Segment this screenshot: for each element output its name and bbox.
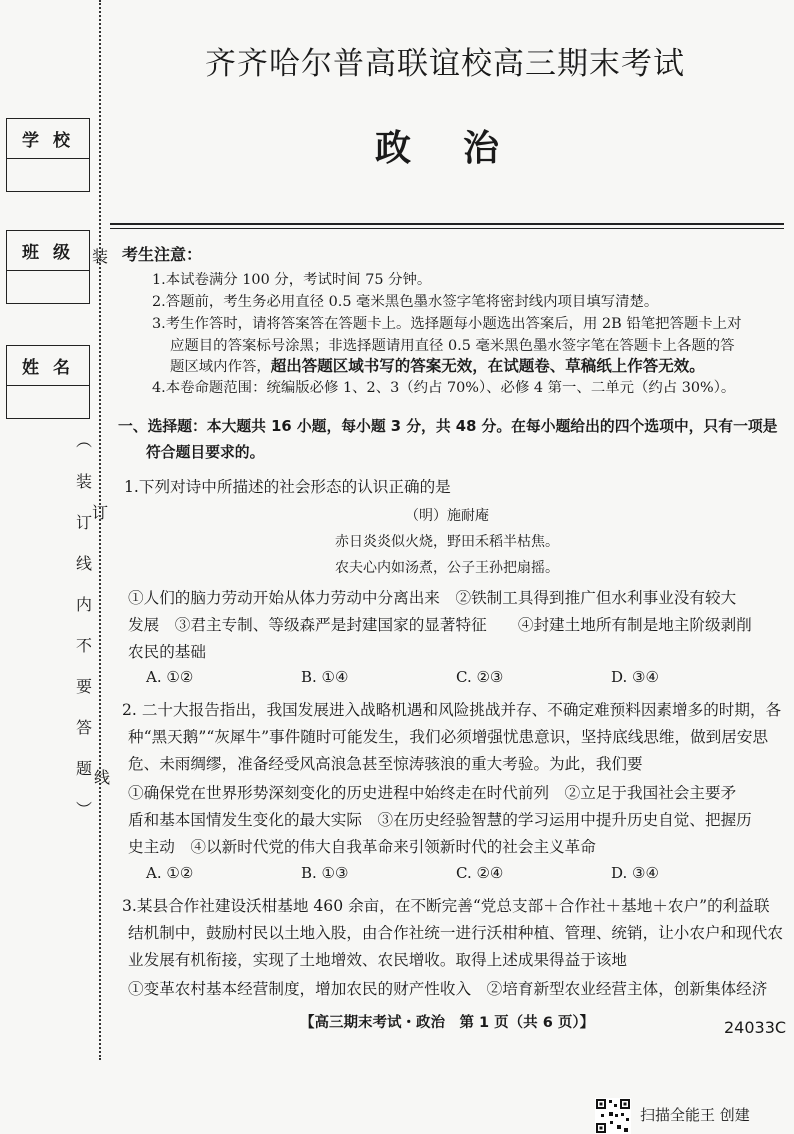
q2-choice-line: 盾和基本国情发生变化的最大实际 ③在历史经验智慧的学习运用中提升历史自觉、把握历 — [128, 811, 752, 829]
q2-stem: 危、未雨绸缪，准备经受风高浪急甚至惊涛骇浪的重大考验。为此，我们要 — [128, 755, 643, 773]
notice-item: 4.本卷命题范围：统编版必修 1、2、3（约占 70%）、必修 4 第一、二单元（约占 30%）。 — [152, 380, 736, 396]
option-d: D. ③④ — [611, 668, 659, 686]
q3-choice-line: ①变革农村基本经营制度，增加农民的财产性收入 ②培育新型农业经营主体，创新集体经济 — [128, 980, 768, 998]
q1-stem: 1.下列对诗中所描述的社会形态的认识正确的是 — [124, 478, 451, 496]
binding-mark-xian: 线 — [94, 768, 111, 787]
binding-mark-zhuang: 装 — [92, 247, 109, 266]
option-c: C. ②③ — [456, 668, 504, 686]
notice-item-text: 题区域内作答， — [170, 359, 271, 375]
page-footer: 【高三期末考试・政治 第 1 页（共 6 页）】 — [300, 1015, 595, 1031]
poem-line: 农夫心内如汤煮，公子王孙把扇摇。 — [335, 560, 559, 576]
class-field — [6, 230, 90, 304]
q2-choice-line: ①确保党在世界形势深刻变化的历史进程中始终走在时代前列 ②立足于我国社会主要矛 — [128, 784, 737, 802]
notice-item: 3.考生作答时，请将答案答在答题卡上。选择题每小题选出答案后，用 2B 铅笔把答题卡上对 — [152, 316, 742, 332]
no-answer-warning — [74, 420, 94, 830]
subject-title: 政治 — [375, 127, 552, 169]
warning-char: ︵ — [75, 431, 92, 450]
school-label: 学校 — [7, 119, 89, 159]
section-heading: 一、选择题：本大题共 16 小题，每小题 3 分，共 48 分。在每小题给出的四个选项中，只有一项是 — [118, 418, 778, 435]
q2-stem: 2. 二十大报告指出，我国发展进入战略机遇和风险挑战并存、不确定难预料因素增多的时期，各 — [122, 701, 782, 719]
notice-emphasis: 超出答题区域书写的答案无效，在试题卷、草稿纸上作答无效。 — [270, 357, 705, 375]
binding-mark-ding: 订 — [92, 503, 109, 522]
warning-char: 订 — [75, 513, 92, 532]
header-rule-thin — [110, 228, 784, 229]
q2-choice-line: 史主动 ④以新时代党的伟大自我革命来引领新时代的社会主义革命 — [128, 838, 596, 856]
class-label: 班级 — [7, 231, 89, 271]
q2-options — [146, 864, 766, 882]
warning-char: 内 — [75, 595, 92, 614]
exam-title: 齐齐哈尔普高联谊校高三期末考试 — [205, 46, 685, 82]
warning-char: 装 — [75, 472, 92, 491]
option-b: B. ①④ — [301, 668, 349, 686]
section-heading-cont: 符合题目要求的。 — [146, 444, 265, 461]
warning-char: 不 — [75, 636, 92, 655]
notice-item: 应题目的答案标号涂黑；非选择题请用直径 0.5 毫米黑色墨水签字笔在答题卡上各题的答 — [170, 338, 735, 354]
option-d: D. ③④ — [611, 864, 659, 882]
q2-stem: 种“黑天鹅”“灰犀牛”事件随时可能发生，我们必须增强忧患意识，坚持底线思维，做到居安思 — [128, 728, 769, 746]
option-a: A. ①② — [146, 864, 194, 882]
warning-char: 题 — [75, 759, 92, 778]
q3-stem: 3.某县合作社建设沃柑基地 460 余亩，在不断完善“党总支部＋合作社＋基地＋农户”的利益联 — [122, 897, 770, 915]
notice-item: 2.答题前，考生务必用直径 0.5 毫米黑色墨水签字笔将密封线内项目填写清楚。 — [152, 294, 659, 310]
q3-stem: 结机制中，鼓励村民以土地入股，由合作社统一进行沃柑种植、管理、统销，让小农户和现代农 — [128, 924, 783, 942]
option-b: B. ①③ — [301, 864, 349, 882]
q1-options — [146, 668, 766, 686]
scanner-watermark: 扫描全能王 创建 — [640, 1106, 750, 1124]
warning-char: 答 — [75, 718, 92, 737]
exam-code: 24033C — [724, 1018, 787, 1037]
header-rule — [110, 223, 784, 225]
q1-choice-line: 农民的基础 — [128, 643, 206, 661]
option-c: C. ②④ — [456, 864, 504, 882]
notice-item — [170, 354, 705, 376]
notice-item: 1.本试卷满分 100 分，考试时间 75 分钟。 — [152, 272, 432, 288]
warning-char: 线 — [75, 554, 92, 573]
binding-line — [99, 0, 101, 1060]
option-a: A. ①② — [146, 668, 194, 686]
name-field — [6, 345, 90, 419]
school-field — [6, 118, 90, 192]
q1-choice-line: ①人们的脑力劳动开始从体力劳动中分离出来 ②铁制工具得到推广但水利事业没有较大 — [128, 589, 737, 607]
poem-line: 赤日炎炎似火烧，野田禾稻半枯焦。 — [335, 534, 559, 550]
q1-choice-line: 发展 ③君主专制、等级森严是封建国家的显著特征 ④封建土地所有制是地主阶级剥削 — [128, 616, 752, 634]
q3-stem: 业发展有机衔接，实现了土地增效、农民增收。取得上述成果得益于该地 — [128, 951, 628, 969]
notice-heading: 考生注意： — [122, 245, 203, 264]
qr-code-icon — [595, 1098, 631, 1134]
warning-char: ︶ — [75, 800, 92, 819]
poem-author: （明）施耐庵 — [405, 508, 489, 524]
name-label: 姓名 — [7, 346, 89, 386]
warning-char: 要 — [75, 677, 92, 696]
